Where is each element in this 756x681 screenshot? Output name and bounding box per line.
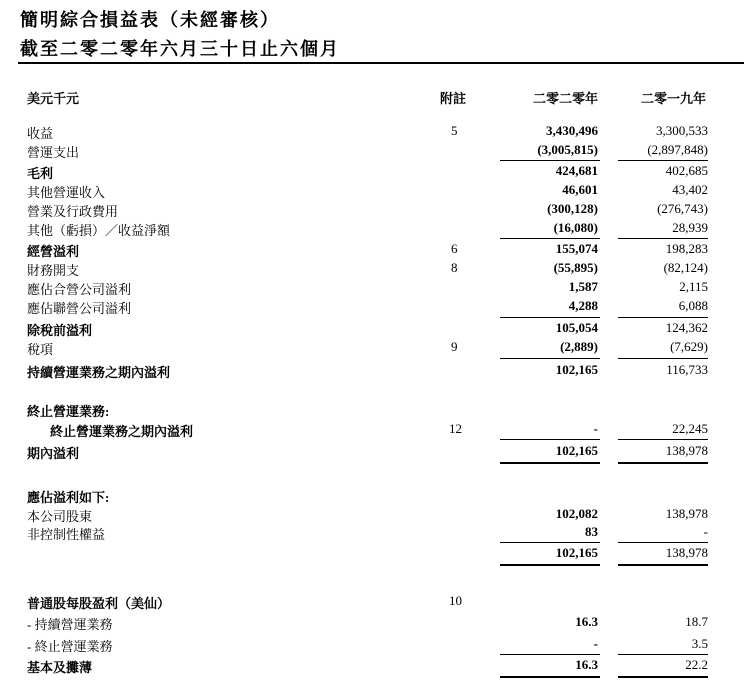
table-row — [0, 362, 756, 381]
row-value-2019: 3.5 — [691, 636, 708, 651]
row-label: 本公司股東 — [27, 509, 93, 524]
table-row — [0, 657, 756, 676]
total-line — [500, 564, 600, 566]
row-value-2020: 1,587 — [568, 279, 598, 294]
subtotal-line — [500, 160, 600, 161]
row-value-2019: (276,743) — [657, 201, 708, 216]
subtotal-line — [618, 542, 708, 543]
subtotal-line — [618, 160, 708, 161]
table-row — [0, 614, 756, 633]
row-value-2019: 138,978 — [665, 506, 708, 521]
row-value-2020: 16.3 — [575, 657, 598, 672]
row-label: 營業及行政費用 — [27, 204, 119, 219]
year-2020-header: 二零二零年 — [532, 91, 598, 106]
subtotal-line — [500, 238, 600, 239]
row-value-2020: 3,430,496 — [546, 123, 598, 138]
row-value-2020: (2,889) — [560, 339, 598, 354]
subtotal-line — [618, 654, 708, 655]
unit-header: 美元千元 — [27, 91, 80, 106]
subtotal-line — [618, 439, 708, 440]
row-label: 應佔溢利如下: — [27, 490, 110, 505]
row-label: 其他營運收入 — [27, 185, 106, 200]
row-value-2020: 102,082 — [555, 506, 598, 521]
row-value-2019: 138,978 — [665, 443, 708, 458]
subtotal-line — [618, 238, 708, 239]
row-value-2020: 46,601 — [562, 182, 598, 197]
table-row — [0, 487, 756, 506]
row-label: 終止營運業務: — [27, 404, 110, 419]
table-row — [0, 320, 756, 339]
table-row — [0, 421, 756, 440]
subtotal-line — [500, 542, 600, 543]
row-label: 期內溢利 — [27, 446, 80, 461]
table-row — [0, 298, 756, 317]
total-line — [500, 462, 600, 464]
row-label: 稅項 — [27, 342, 54, 357]
row-value-2020: - — [593, 636, 598, 651]
subtotal-line — [500, 654, 600, 655]
table-row — [0, 279, 756, 298]
row-label: - 持續營運業務 — [27, 617, 113, 632]
table-row — [0, 545, 756, 564]
table-row — [0, 241, 756, 260]
row-value-2020: (16,080) — [553, 220, 598, 235]
table-row — [0, 260, 756, 279]
row-value-2020: 102,165 — [555, 443, 598, 458]
row-label: 除稅前溢利 — [27, 323, 93, 338]
table-row — [0, 401, 756, 420]
row-value-2020: (3,005,815) — [537, 142, 598, 157]
total-line — [500, 676, 600, 678]
row-note: 6 — [451, 241, 458, 256]
row-label: - 終止營運業務 — [27, 639, 113, 654]
row-value-2019: (7,629) — [670, 339, 708, 354]
row-value-2019: - — [703, 524, 708, 539]
row-value-2019: 402,685 — [665, 163, 708, 178]
row-value-2020: 155,074 — [555, 241, 598, 256]
note-header: 附註 — [440, 91, 467, 106]
row-value-2020: (300,128) — [547, 201, 598, 216]
row-label: 收益 — [27, 126, 54, 141]
row-label: 非控制性權益 — [27, 527, 106, 542]
row-value-2020: (55,895) — [553, 260, 598, 275]
table-row — [0, 593, 756, 612]
row-note: 5 — [451, 123, 458, 138]
row-label: 應佔聯營公司溢利 — [27, 301, 132, 316]
row-value-2019: 3,300,533 — [656, 123, 708, 138]
subtotal-line — [618, 358, 708, 359]
row-value-2019: 43,402 — [672, 182, 708, 197]
subtotal-line — [618, 317, 708, 318]
row-label: 基本及攤薄 — [27, 660, 93, 675]
table-row — [0, 524, 756, 543]
table-row — [0, 339, 756, 358]
table-row — [0, 636, 756, 655]
row-note: 8 — [451, 260, 458, 275]
row-value-2019: 198,283 — [665, 241, 708, 256]
row-note: 12 — [449, 421, 462, 436]
title-rule — [18, 62, 744, 64]
row-value-2019: 28,939 — [672, 220, 708, 235]
row-note: 9 — [451, 339, 458, 354]
row-value-2019: 2,115 — [679, 279, 708, 294]
row-value-2020: 4,288 — [568, 298, 598, 313]
row-label: 應佔合營公司溢利 — [27, 282, 132, 297]
total-line — [618, 564, 708, 566]
row-value-2020: 102,165 — [555, 545, 598, 560]
row-value-2020: 16.3 — [575, 614, 598, 629]
row-label: 持續營運業務之期內溢利 — [27, 365, 171, 380]
row-value-2020: 102,165 — [555, 362, 598, 377]
year-2019-header: 二零一九年 — [640, 91, 706, 106]
row-value-2019: 138,978 — [665, 545, 708, 560]
row-value-2019: 22,245 — [672, 421, 708, 436]
row-note: 10 — [449, 593, 462, 608]
row-value-2020: 424,681 — [555, 163, 598, 178]
table-row — [0, 182, 756, 201]
row-value-2019: (82,124) — [663, 260, 708, 275]
row-value-2019: 18.7 — [685, 614, 708, 629]
row-label: 財務開支 — [27, 263, 80, 278]
row-value-2020: - — [593, 421, 598, 436]
table-row — [0, 142, 756, 161]
row-value-2019: 22.2 — [685, 657, 708, 672]
row-value-2019: 116,733 — [666, 362, 708, 377]
statement-period: 截至二零二零年六月三十日止六個月 — [20, 39, 340, 59]
table-row — [0, 443, 756, 462]
total-line — [618, 676, 708, 678]
row-value-2019: (2,897,848) — [647, 142, 708, 157]
total-line — [618, 462, 708, 464]
row-label: 終止營運業務之期內溢利 — [50, 424, 194, 439]
row-label: 普通股每股盈利（美仙） — [27, 596, 171, 611]
row-label: 毛利 — [27, 166, 54, 181]
subtotal-line — [500, 317, 600, 318]
row-value-2020: 83 — [585, 524, 598, 539]
table-row — [0, 201, 756, 220]
row-value-2019: 124,362 — [665, 320, 708, 335]
row-value-2020: 105,054 — [555, 320, 598, 335]
subtotal-line — [500, 439, 600, 440]
table-row — [0, 123, 756, 142]
table-row — [0, 220, 756, 239]
row-label: 其他（虧損）／收益淨額 — [27, 223, 171, 238]
row-value-2019: 6,088 — [678, 298, 708, 313]
statement-title: 簡明綜合損益表（未經審核） — [20, 10, 280, 30]
row-label: 經營溢利 — [27, 244, 80, 259]
table-row — [0, 506, 756, 525]
row-label: 營運支出 — [27, 145, 80, 160]
table-row — [0, 163, 756, 182]
subtotal-line — [500, 358, 600, 359]
